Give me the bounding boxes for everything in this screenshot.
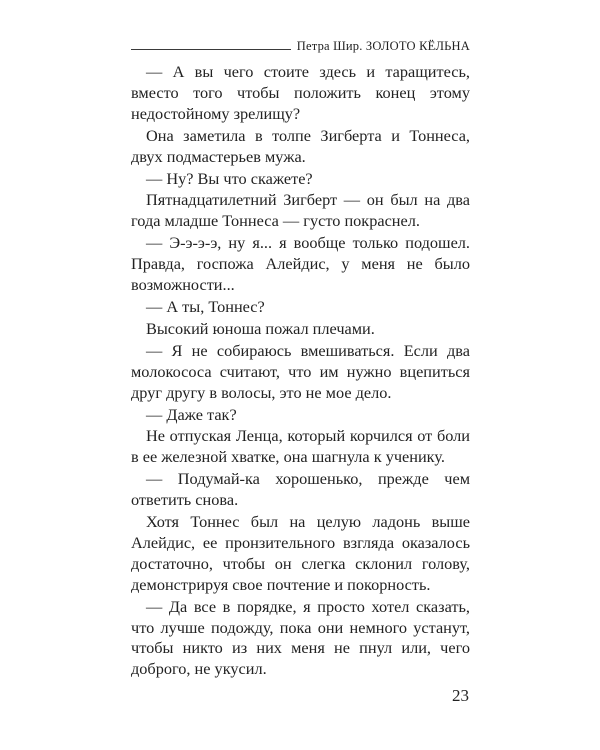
paragraph: Она заметила в толпе Зигберта и Тоннеса, двух подмастерьев мужа.: [131, 125, 470, 166]
paragraph: Хотя Тоннес был на целую ладонь выше Алейдис, ее пронзительного взгляда оказалось достаточно, чтобы он слегка склонил голову, демонстрируя свое почтение и покорность.: [131, 512, 470, 594]
paragraph: — Даже так?: [146, 404, 237, 424]
paragraph: — А вы чего стоите здесь и таращитесь, вместо того чтобы положить конец этому недостойному зрелищу?: [131, 62, 470, 123]
paragraph: — Да все в порядке, я просто хотел сказать, что лучше подожду, пока они немного устанут, чтобы никто из них меня не пнул или, чего доброго, не укусил.: [131, 596, 470, 679]
paragraph: Высокий юноша пожал плечами.: [146, 318, 375, 338]
page-number: 23: [452, 686, 469, 705]
paragraph: Пятнадцатилетний Зигберт — он был на два года младше Тоннеса — густо покраснел.: [131, 190, 470, 231]
running-title: Петра Шир. ЗОЛОТО КЁЛЬНА: [296, 39, 470, 53]
paragraph: — Подумай-ка хорошенько, прежде чем ответить снова.: [131, 469, 470, 510]
paragraph: Не отпуская Ленца, который корчился от боли в ее железной хватке, она шагнула к ученику.: [131, 426, 470, 467]
body-text: [131, 62, 470, 681]
paragraph: — Э-э-э-э, ну я... я вообще только подошел. Правда, госпожа Алейдис, у меня не было возможности...: [131, 233, 470, 295]
paragraph: — Ну? Вы что скажете?: [146, 168, 313, 188]
paragraph: — Я не собираюсь вмешиваться. Если два молокососа считают, что им нужно вцепиться друг другу в волосы, это не мое дело.: [131, 340, 470, 402]
paragraph: — А ты, Тоннес?: [146, 296, 265, 316]
running-head: [131, 37, 470, 53]
header-rule: [131, 49, 291, 50]
